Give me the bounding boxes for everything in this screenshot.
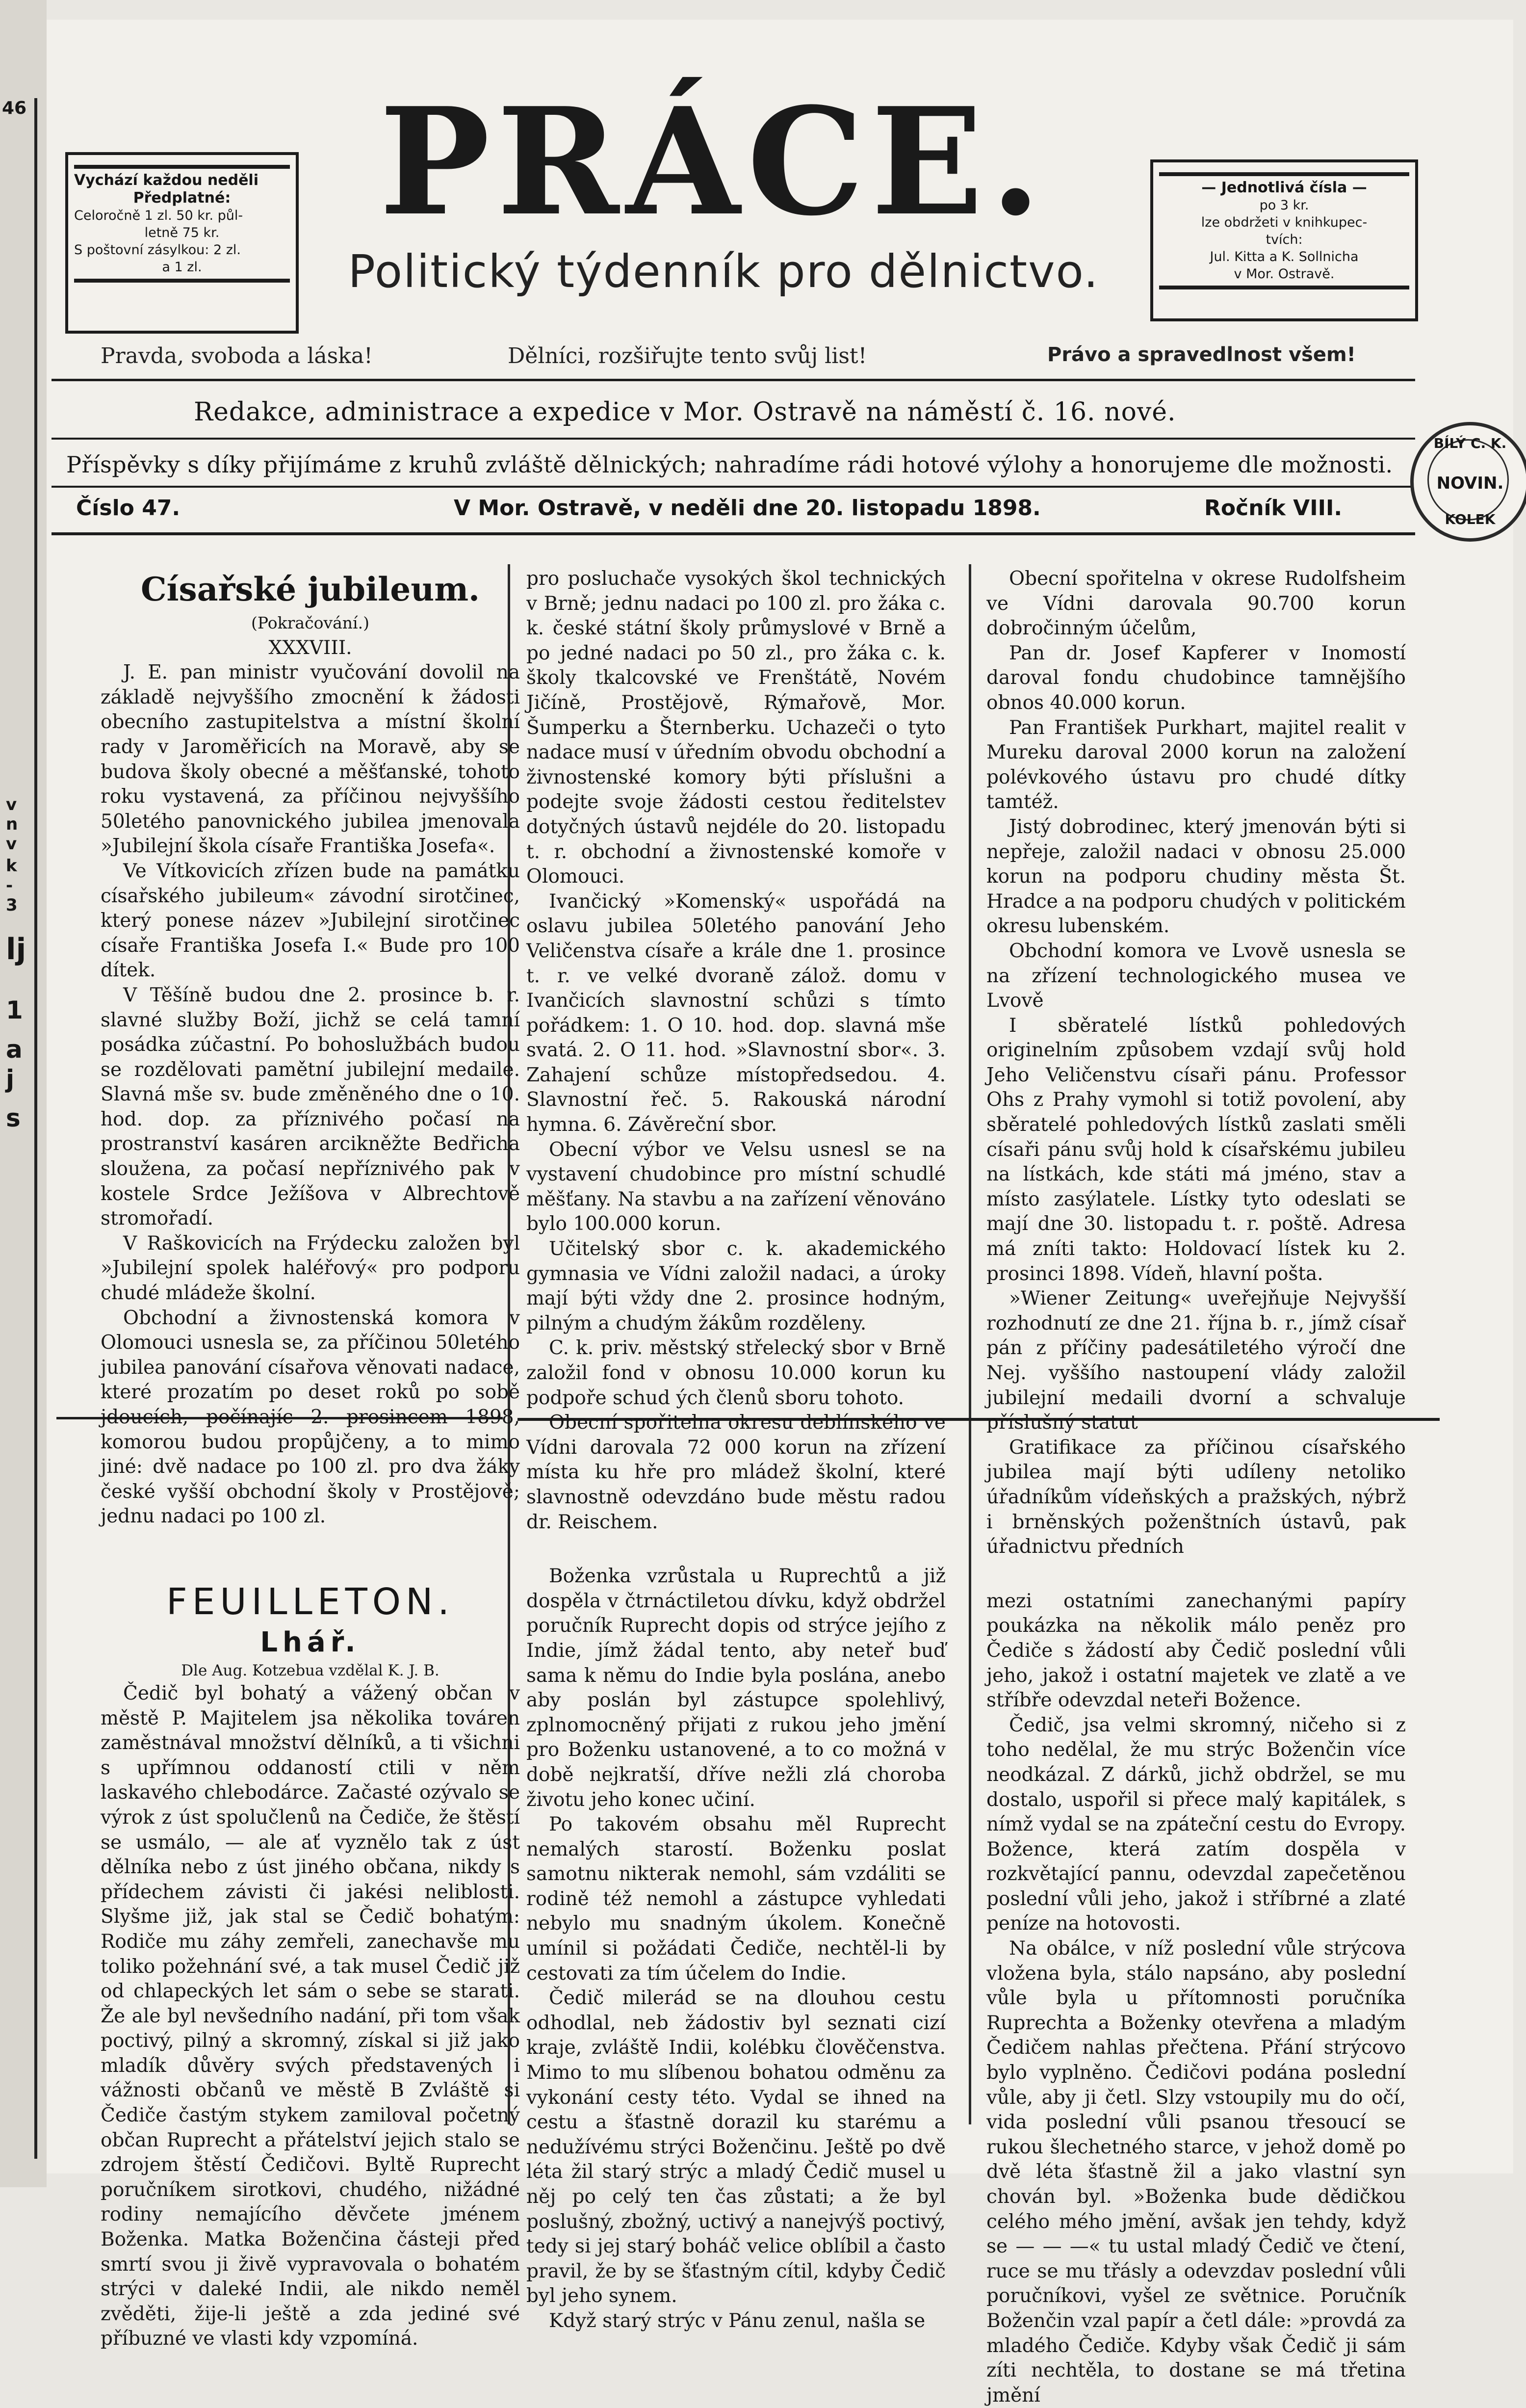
box-rule (74, 165, 290, 169)
article-paragraph: pro posluchače vysokých škol technických v Brně; jednu nadaci po 100 zl. pro žáka c. k. české státní školy průmyslové v Brně a po jedné nadaci po 50 zl., pro žáka c. k. školy tkalcovské ve Frenštátě, Novém Jičíně, Prostějově, Rýmařově, Mor. Šumperku a Šternberku. Uchazeči o tyto nadace musí v úředním obvodu obchodní a živnostenské komory býti příslušni a podejte svoje žádosti cestou ředitelstev dotyčných ústavů nejdéle do 20. listopadu t. r. obchodní a živnostenské komoře v Olomouci. (526, 568, 946, 888)
box-rule (1159, 286, 1409, 289)
story-title: Lhář. (260, 1626, 361, 1658)
margin-fragment: - (6, 876, 13, 895)
header-rule (52, 532, 1415, 535)
article-paragraph: Gratifikace za příčinou císařského jubilea mají býti udíleny netoliko úřadníkům vídeňských a pražských, nýbrž i brněnských poženštních ústavů, pak úřadnictvu předních (986, 1436, 1406, 1558)
article-paragraph: Ve Vítkovicích zřízen bude na památku císařského jubileum« závodní sirotčinec, který ponese název »Jubilejní sirotčinec císaře Františka Josefa I.« Bude pro 100 dítek. (101, 860, 520, 982)
box-rule (1159, 172, 1409, 176)
story-paragraph: Na obálce, v níž poslední vůle strýcova vložena byla, stálo napsáno, aby poslední vůle byla u přítomnosti poručníka Ruprechta a Boženky otevřena a mladým Čedičem nahlas přečtena. Přání strýcovo bylo vyplněno. Čedičovi podána poslední vůle, aby ji četl. Slzy vstoupily mu do očí, vida poslední vůli psanou třesoucí se rukou šlechetného starce, v jehož domě po dvě léta šťastně žil a jako vlastní syn chován byl. »Boženka bude dědičkou celého mého jmění, avšak jen tehdy, když se — — —« tu ustal mladý Čedič ve čtení, ruce se mu třásly a odevzdav poslední vůli poručníkovi, vyšel ze světnice. Poručník Boženčin vzal papír a četl dále: »provdá za mladého Čediče. Kdyby však Čedič ji sám zíti nechtěla, to dostane se má třetina jmění (986, 1937, 1406, 2407)
column-rule (969, 564, 971, 2124)
masthead-title: PRÁCE. (379, 75, 1048, 248)
margin-fragment: v (6, 834, 17, 854)
article-paragraph: V Těšíně budou dne 2. prosince b. r. slavné služby Boží, jichž se celá tamní posádka zúčastní. Po bohoslužbách budou se rozdělovati pamětní jubilejní medaile. Slavná mše sv. bude změněného dne o 10. hod. dop. za příznivého počasí na prostranství kasáren arcikněžte Bedřicha sloužena, za počasí nepříznivého pak v kostele Srdce Ježíšova v Albrechtově stromořadí. (101, 984, 520, 1230)
article-paragraph: Obecní spořitelna v okrese Rudolfsheim ve Vídni darovala 90.700 korun dobročinným účelům, (986, 568, 1406, 640)
article-title: Císařské jubileum. (140, 570, 480, 608)
masthead-subtitle: Politický týdenník pro dělnictvo. (348, 245, 1099, 298)
margin-fragment: a (6, 1035, 23, 1064)
article-paragraph: Jistý dobrodinec, který jmenován býti si nepřeje, založil nadaci v obnosu 25.000 korun na podporu chudiny města Št. Hradce a na podporu chudých v politickém okresu lubenském. (986, 815, 1406, 938)
issue-number: Číslo 47. (76, 496, 181, 521)
subscription-line: letně 75 kr. (144, 225, 220, 240)
margin-fragment: 3 (6, 895, 18, 915)
margin-fragment: v (6, 795, 17, 814)
story-attribution: Dle Aug. Kotzebua vzdělal K. J. B. (181, 1661, 440, 1679)
subscription-line: S poštovní zásylkou: 2 zl. (74, 242, 241, 258)
single-issue-heading: — Jednotlivá čísla — (1201, 179, 1367, 196)
motto-right: Právo a spravedlnost všem! (1047, 343, 1356, 366)
header-rule (52, 379, 1415, 381)
header-rule (52, 486, 1415, 488)
stamp-text-middle: NOVIN. (1436, 473, 1504, 493)
stamp-text-top: BÍLÝ C. K. (1433, 435, 1507, 451)
margin-fragment: lj (6, 932, 26, 967)
column-3 (986, 567, 1406, 2408)
article-paragraph: C. k. priv. městský střelecký sbor v Brně založil fond v obnosu 10.000 korun ku podpoře schud ých členů sboru tohoto. (526, 1337, 946, 1409)
article-paragraph: Učitelský sbor c. k. akademického gymnasia ve Vídni založil nadaci, a úroky mají býti vždy dne 2. prosince hodným, pilným a chudým žákům rozděleny. (526, 1238, 946, 1335)
motto-center: Dělníci, rozšiřujte tento svůj list! (508, 343, 867, 368)
single-issue-line: tvích: (1266, 232, 1303, 247)
subscription-line: Celoročně 1 zl. 50 kr. půl- (74, 208, 243, 223)
newspaper-page (47, 20, 1513, 2407)
subscription-label: Předplatné: (133, 189, 231, 207)
administration-line: Redakce, administrace a expedice v Mor. Ostravě na náměstí č. 16. nové. (194, 397, 1176, 427)
issue-volume: Ročník VIII. (1204, 496, 1343, 521)
margin-fragment: s (6, 1104, 21, 1132)
single-issue-line: lze obdržeti v knihkupec- (1201, 215, 1368, 230)
single-issue-line: v Mor. Ostravě. (1234, 266, 1335, 282)
stamp-text-bottom: KOLEK (1445, 511, 1496, 527)
margin-fragment: k (6, 856, 17, 876)
story-paragraph: Čedič byl bohatý a vážený občan v městě P. Majitelem jsa několika továren zaměstnával množství dělníků, a ti všichni s upřímnou oddaností ctili v něm laskavého chlebodárce. Začasté ozývalo se výrok z úst spolučlenů na Čediče, že štěstí se usmálo, — ale ať vyznělo tak z úst dělníka nebo z úst jiného občana, nikdy s přídechem závisti či jakési neliblosti. Slyšme již, jak stal se Čedič bohatým: Rodiče mu záhy zemřeli, zanechavše mu toliko požehnání své, a tak musel Čedič již od chlapeckých let sám o sebe se starati. Že ale byl nevšedního nadání, při tom však poctivý, pilný a skromný, získal si již jako mladík důvěry svých představených i vážnosti občanů ve městě B Zvláště si Čediče častým stykem zamiloval početný občan Ruprecht a přátelství jejich stalo se zdrojem štěstí Čedičovi. Byltě Ruprecht poručníkem sirotkovi, chudého, nižádné rodiny nemajícího děvčete jménem Boženka. Matka Boženčina částeji před smrtí svou ji živě vypravovala o bohatém strýci v daleké Indii, ale nikdo neměl zvěděti, žije-li ještě a zda jediné své příbuzné ve vlasti kdy vzpomíná. (101, 1682, 520, 2350)
feuilleton-heading: FEUILLETON. (166, 1580, 454, 1623)
tax-stamp (1410, 422, 1526, 542)
article-paragraph: Obchodní a živnostenská komora v Olomouci usnesla se, za příčinou 50letého jubilea panování císařova věnovati nadace, které prozatím po deset roků po sobě jdoucích, počínajíc 2. prosincem 1898, komorou budou propůjčeny, a to mimo jiné: dvě nadace po 100 zl. pro dva žáky české vyšší obchodní školy v Prostějově; jednu nadaci po 100 zl. (101, 1307, 520, 1528)
article-paragraph: »Wiener Zeitung« uveřejňuje Nejvyšší rozhodnutí ze dne 21. října b. r., jímž císař pán z příčiny padesátiletého výročí dne Nej. vyššího nastoupení vlády založil jubilejní medaili dvorní a schvaluje příslušný statut (986, 1287, 1406, 1434)
column-2 (526, 567, 946, 2334)
article-paragraph: Pan František Purkhart, majitel realit v Mureku daroval 2000 korun na založení polévkového ústavu pro chudé dítky tamtéž. (986, 716, 1406, 813)
story-paragraph: Boženka vzrůstala u Ruprechtů a již dospěla v čtrnáctiletou dívku, když obdržel poručník Ruprecht dopis od strýce jejího z Indie, jímž žádal tento, aby neteř buď sama k němu do Indie byla poslána, anebo aby poslán byl zástupce spolehlivý, zplnomocněný přijati z rukou jeho jmění pro Boženku ustanovené, a to co možná v době nejkratší, dříve nežli zlá choroba životu jeho konec učiní. (526, 1565, 946, 1811)
single-issue-line: po 3 kr. (1259, 198, 1309, 213)
column-1 (101, 567, 520, 2352)
article-paragraph: Obchodní komora ve Lvově usnesla se na zřízení technologického musea ve Lvově (986, 940, 1406, 1012)
story-paragraph: Po takovém obsahu měl Ruprecht nemalých starostí. Boženku poslat samotnu nikterak nemohl, sám vzdáliti se rodině též nemohl a zástupce vyhledati nebylo mu snadným úkolem. Konečně umínil si požádati Čediče, nechtěl-li by cestovati za tím účelem do Indie. (526, 1813, 946, 1985)
single-issue-box (1150, 159, 1418, 321)
motto-left: Pravda, svoboda a láska! (101, 343, 373, 368)
issue-date: V Mor. Ostravě, v neděli dne 20. listopadu 1898. (454, 496, 1041, 521)
header-rule (52, 438, 1415, 440)
margin-fragment: n (6, 814, 18, 834)
adjacent-page-rule (34, 98, 37, 2159)
article-paragraph: Ivančický »Komenský« uspořádá na oslavu jubilea 50letého panování Jeho Veličenstva císaře a krále dne 1. prosince t. r. ve velké dvoraně zálož. domu v Ivančicích slavnostní schůzi s tímto pořádkem: 1. O 10. hod. dop. slavná mše svatá. 2. O 11. hod. »Slavnostní sbor«. 3. Zahajení schůze místopředsedou. 4. Slavnostní řeč. 5. Rakouská národní hymna. 6. Závěreční sbor. (526, 890, 946, 1136)
article-paragraph: J. E. pan ministr vyučování dovolil na základě nejvyššího zmocnění k žádosti obecního zastupitelstva a místní školní rady v Jaroměřicích na Moravě, aby se budova školy obecné a měšťanské, tohoto roku vystavená, za příčinou nejvyššího 50letého panovnického jubilea jmenovala »Jubilejní škola císaře Františka Josefa«. (101, 661, 520, 858)
article-paragraph: Obecní výbor ve Velsu usnesl se na vystavení chudobince pro místní schudlé měšťany. Na stavbu a na zařízení věnováno bylo 100.000 korun. (526, 1138, 946, 1235)
single-issue-line: Jul. Kitta a K. Sollnicha (1210, 249, 1359, 264)
article-paragraph: I sběratelé lístků pohledových originelním způsobem vzdají svůj hold Jeho Veličenstvu císaři pánu. Professor Ohs z Prahy vymohl si totiž povolení, aby sběratelé pohledových lístků zaslati směli císaři pánu svůj hold k císařskému jubileu na lístkách, kde státi má jméno, stav a místo zasýlatele. Lístky tyto odeslati se mají dne 30. listopadu t. r. poště. Adresa má zníti takto: Holdovací lístek ku 2. prosinci 1898. Vídeň, hlavní pošta. (986, 1014, 1406, 1285)
article-section: XXXVIII. (268, 636, 352, 659)
story-paragraph: Čedič, jsa velmi skromný, ničeho si z toho nedělal, že mu strýc Boženčin více neodkázal. Z dárků, jichž obdržel, se mu dostalo, uspořil si přece malý kapitálek, s nímž vydal se na zpáteční cestu do Evropy. Božence, která zatím dospěla v rozkvětající pannu, odevzdal zapečetěnou poslední vůli jeho, jakož i stříbrné a zlaté peníze na hotovosti. (986, 1714, 1406, 1935)
subscription-box (65, 152, 299, 334)
article-continued: (Pokračování.) (251, 613, 369, 632)
margin-fragment: 1 (6, 996, 23, 1024)
article-paragraph: Pan dr. Josef Kapferer v Inomostí daroval fondu chudobince tamnějšího obnos 40.000 korun. (986, 642, 1406, 714)
story-paragraph: mezi ostatními zanechanými papíry poukázka na několik málo peněz pro Čediče s žádostí aby Čedič poslední vůli jeho, jakož i ostatní majetek ve zlatě a ve stříbře odevzdal neteři Božence. (986, 1590, 1406, 1712)
article-paragraph: Obecní spořitelna okresu deblínského ve Vídni darovala 72 000 korun na zřízení místa ku hře pro mládež školní, které slavnostně odevzdáno bude městu radou dr. Reischem. (526, 1412, 946, 1533)
box-rule (74, 279, 290, 283)
story-paragraph: Když starý strýc v Pánu zenul, našla se (549, 2309, 926, 2332)
adjacent-page-number: 46 (2, 98, 27, 118)
subscription-heading: Vychází každou neděli (74, 172, 259, 189)
contributions-line: Příspěvky s díky přijímáme z kruhů zvláště dělnických; nahradíme rádi hotové výlohy a honorujeme dle možnosti. (66, 451, 1393, 478)
margin-fragment: j (6, 1065, 15, 1093)
subscription-line: a 1 zl. (162, 260, 202, 275)
adjacent-page-edge (0, 0, 47, 2187)
article-paragraph: V Raškovicích na Frýdecku založen byl »Jubilejní spolek haléřový« pro podporu chudé mládeže školní. (101, 1232, 520, 1305)
story-paragraph: Čedič milerád se na dlouhou cestu odhodlal, neb žádostiv byl seznati cizí kraje, zvláště Indii, kolébku člověčenstva. Mimo to mu slíbenou bohatou odměnu za vykonání cesty této. Vydal se ihned na cestu a šťastně dorazil ku starému a nedužívému strýci Boženčinu. Ještě po dvě léta žil starý strýc a mladý Čedič musel u něj po celý ten čas zůstati; a že byl poslušný, zbožný, uctivý a nanejvýš poctivý, tedy si jej starý boháč velice oblíbil a často pravil, že by se šťastným cítil, kdyby Čedič byl jeho synem. (526, 1987, 946, 2307)
